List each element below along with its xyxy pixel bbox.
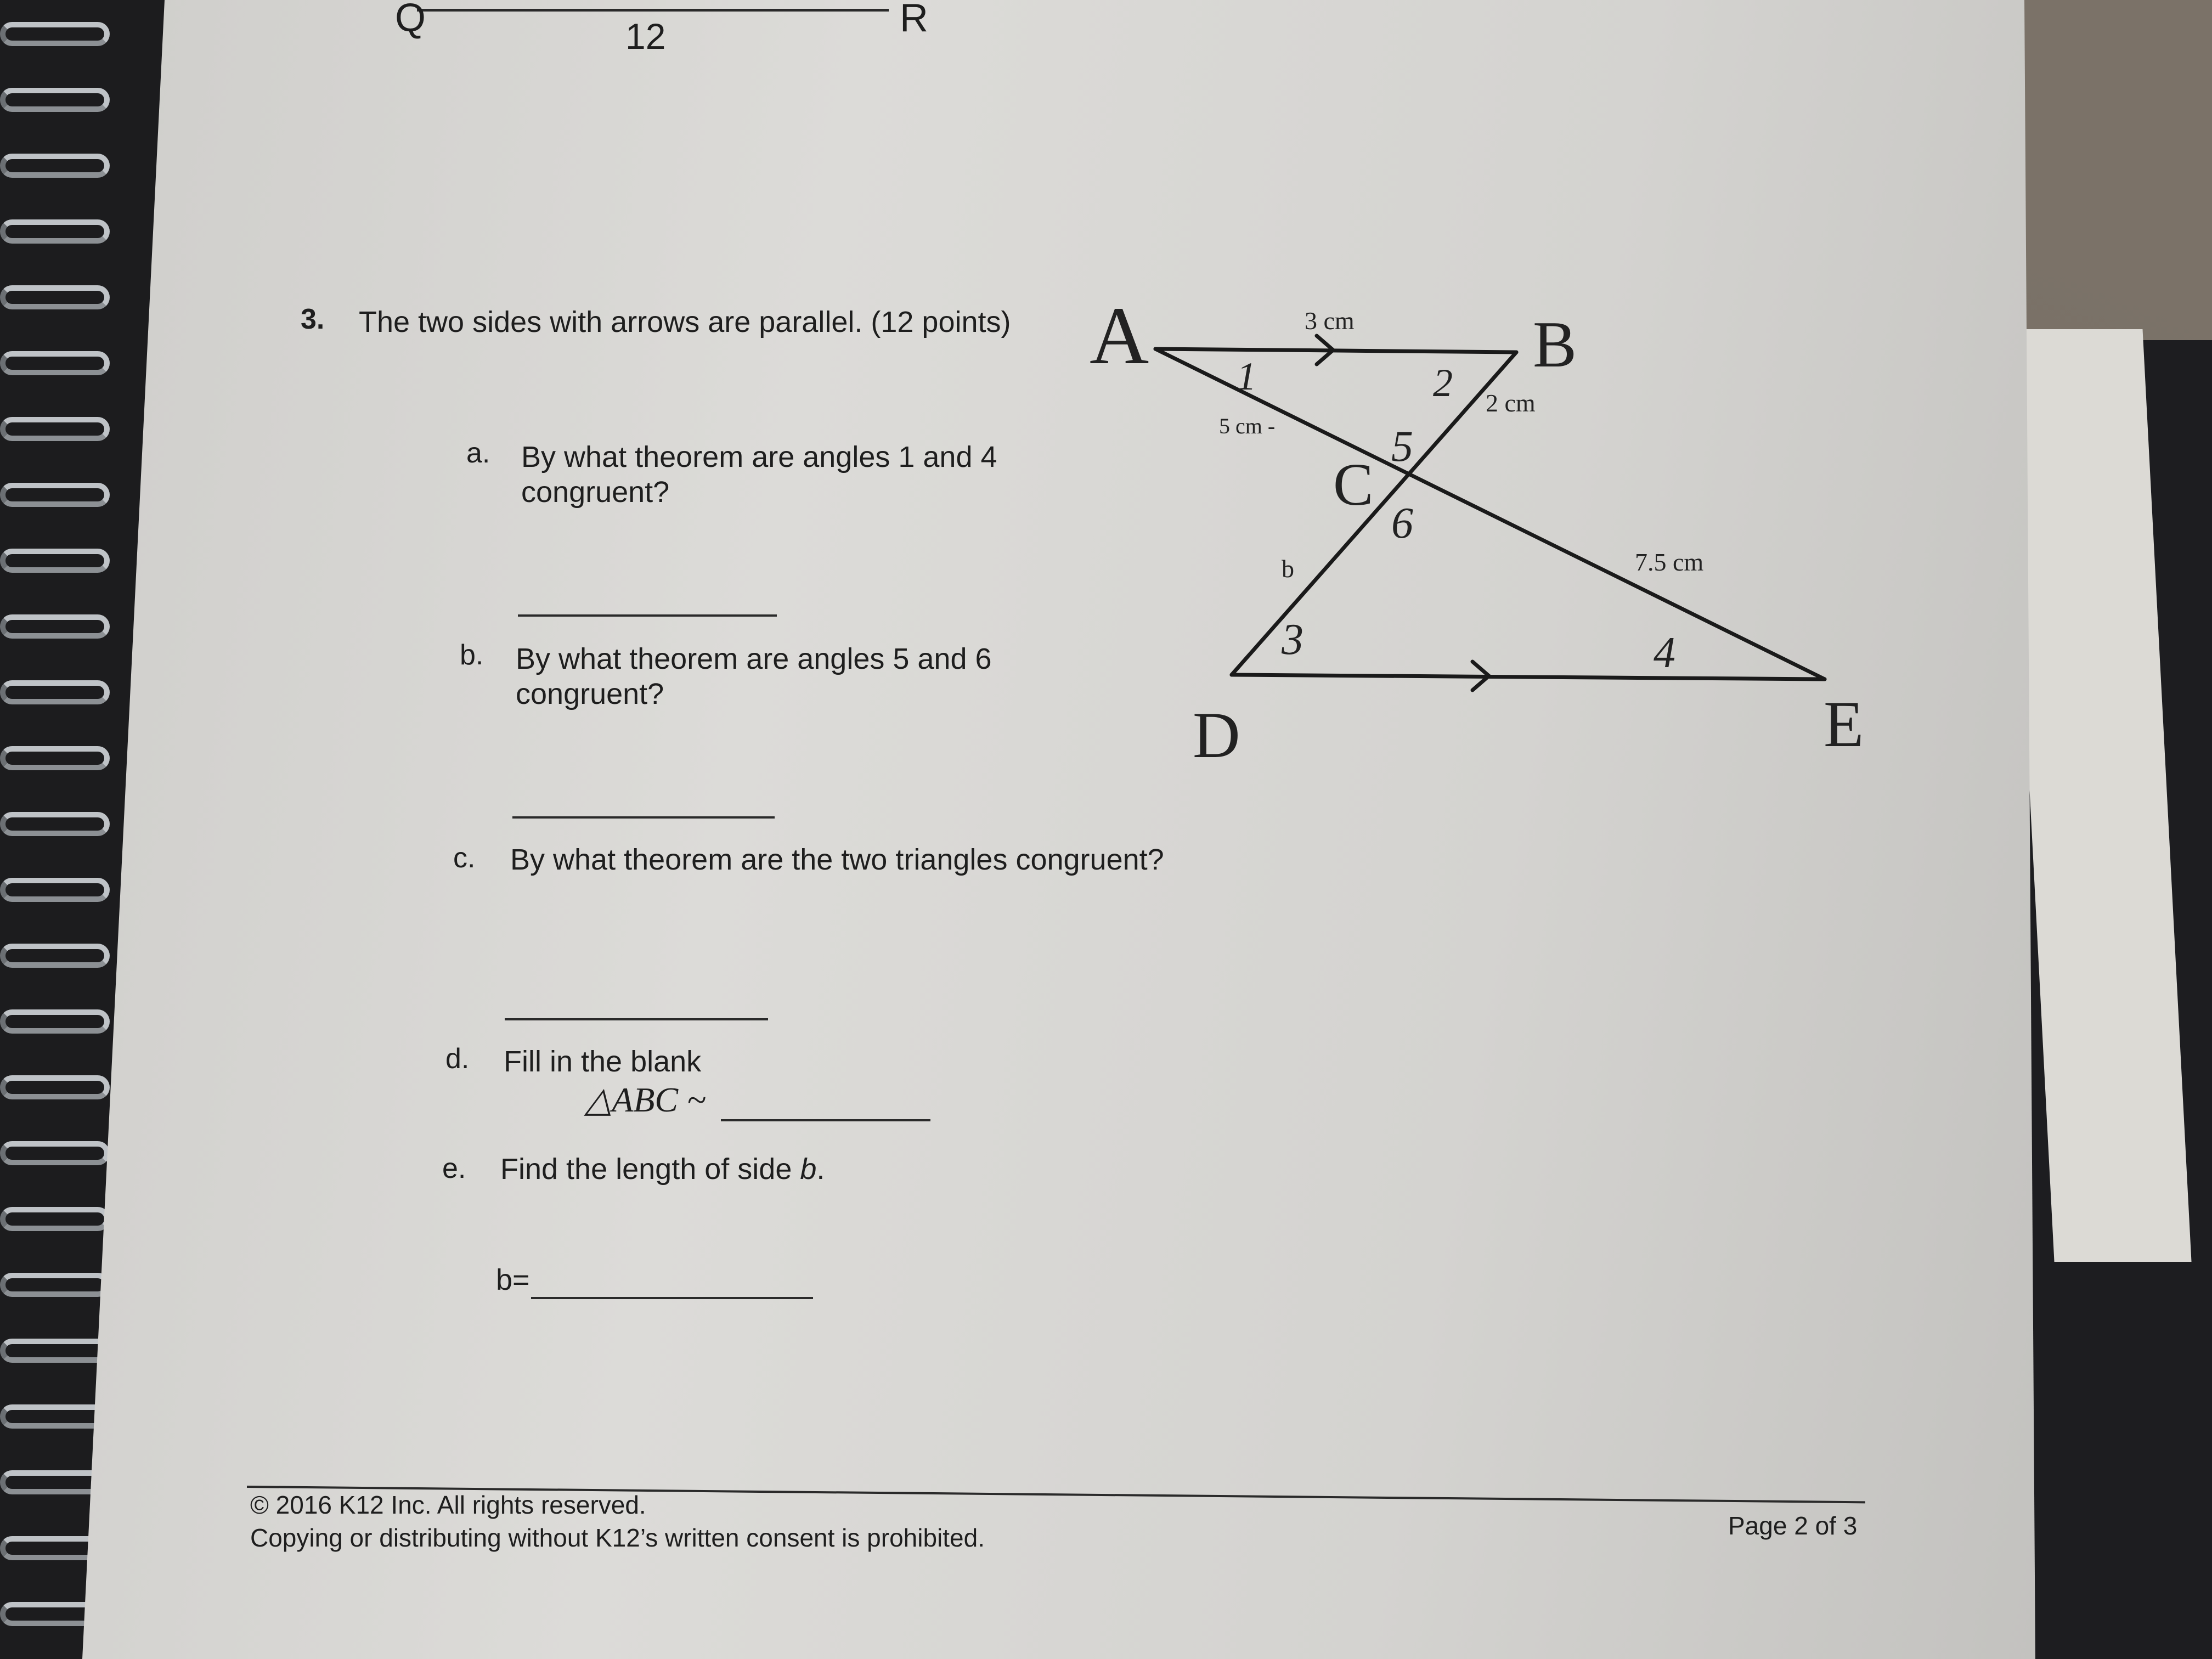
- coil: [0, 549, 110, 573]
- coil: [0, 1339, 110, 1363]
- angle-5-label: 5: [1391, 422, 1413, 471]
- coil: [0, 1404, 110, 1429]
- coil: [0, 812, 110, 836]
- part-b-answer-blank[interactable]: [512, 816, 775, 819]
- part-c-answer-blank[interactable]: [505, 1018, 768, 1020]
- footer-notice: Copying or distributing without K12’s written consent is prohibited.: [250, 1523, 985, 1552]
- angle-4-label: 4: [1654, 629, 1675, 677]
- vertex-a-label: A: [1090, 290, 1149, 381]
- coil: [0, 1009, 110, 1034]
- coil: [0, 22, 110, 46]
- coil: [0, 746, 110, 770]
- point-q-label: Q: [395, 0, 426, 40]
- coil: [0, 417, 110, 441]
- coil: [0, 1207, 110, 1231]
- vertex-d-label: D: [1193, 698, 1240, 768]
- part-d-answer-blank[interactable]: [721, 1119, 930, 1121]
- side-cd-label: b: [1282, 555, 1294, 583]
- part-d-question: Fill in the blank: [504, 1045, 702, 1078]
- coil: [0, 1273, 110, 1297]
- part-c-letter: c.: [453, 842, 476, 874]
- part-b-question-line2: congruent?: [516, 678, 664, 710]
- part-b-letter: b.: [460, 639, 484, 671]
- side-ab-label: 3 cm: [1305, 307, 1355, 335]
- part-e-question-text: Find the length of side: [500, 1153, 800, 1186]
- angle-6-label: 6: [1391, 499, 1413, 548]
- footer-copyright: © 2016 K12 Inc. All rights reserved.: [250, 1491, 646, 1519]
- part-e-question-period: .: [816, 1153, 825, 1186]
- coil: [0, 285, 110, 309]
- part-d-expression: △ABC ~: [585, 1080, 706, 1119]
- triangle-diagram: [1042, 274, 1893, 768]
- question-prompt: The two sides with arrows are parallel. (12 points): [359, 306, 1011, 338]
- part-a-question-line1: By what theorem are angles 1 and 4: [521, 441, 997, 473]
- side-bc-label: 2 cm: [1486, 389, 1536, 417]
- coil: [0, 878, 110, 902]
- vertex-c-label: C: [1333, 451, 1374, 518]
- side-ce-label: 7.5 cm: [1635, 548, 1704, 576]
- angle-1-label: 1: [1237, 354, 1256, 398]
- answer-b-label: b=: [496, 1263, 530, 1296]
- coil: [0, 1141, 110, 1165]
- worksheet-page: [82, 0, 2035, 1659]
- coil: [0, 483, 110, 507]
- coil: [0, 680, 110, 704]
- side-ac-label: 5 cm -: [1219, 414, 1276, 438]
- part-d-letter: d.: [445, 1043, 470, 1075]
- angle-3-label: 3: [1282, 616, 1304, 664]
- point-r-label: R: [900, 0, 928, 40]
- part-a-answer-blank[interactable]: [518, 614, 777, 617]
- coil: [0, 944, 110, 968]
- segment-qr: [417, 9, 889, 12]
- part-a-question-line2: congruent?: [521, 476, 670, 509]
- segment-be: [1232, 352, 1516, 675]
- coil: [0, 88, 110, 112]
- footer-page-number: Page 2 of 3: [1728, 1511, 1858, 1540]
- question-number: 3.: [301, 303, 325, 335]
- part-e-question: [500, 1152, 825, 1186]
- part-c-question: By what theorem are the two triangles congruent?: [510, 843, 1164, 876]
- segment-length-label: 12: [625, 16, 666, 57]
- part-e-side-variable: b: [800, 1153, 817, 1186]
- coil: [0, 351, 110, 375]
- answer-b-blank[interactable]: [531, 1297, 813, 1299]
- part-b-question-line1: By what theorem are angles 5 and 6: [516, 642, 992, 675]
- angle-2-label: 2: [1433, 361, 1453, 405]
- coil: [0, 614, 110, 639]
- part-e-letter: e.: [442, 1153, 466, 1184]
- coil: [0, 1075, 110, 1099]
- coil: [0, 154, 110, 178]
- vertex-e-label: E: [1824, 687, 1864, 760]
- part-a-letter: a.: [466, 437, 490, 469]
- segment-de: [1232, 675, 1825, 679]
- coil: [0, 219, 110, 244]
- segment-ab: [1155, 349, 1516, 352]
- vertex-b-label: B: [1533, 308, 1577, 381]
